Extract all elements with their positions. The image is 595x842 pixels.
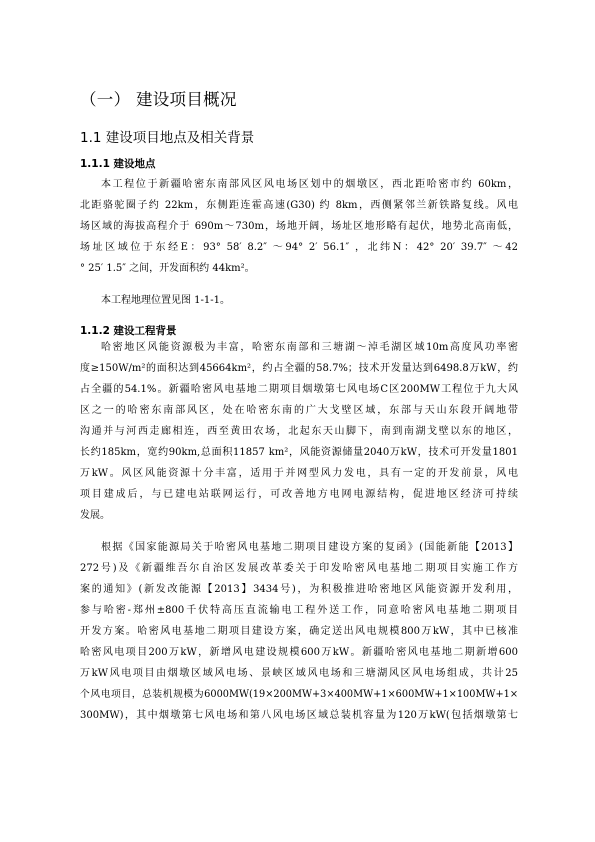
paragraph-line: 272号)及《新疆维吾尔自治区发展改革委关于印发哈密风电基地二期项目实施工作方 — [80, 563, 518, 574]
paragraph-line: 区之一的哈密东南部风区，处在哈密东南的广大戈壁区域，东部与天山东段开阔地带 — [80, 405, 518, 416]
paragraph-line: 万kW。风区风能资源十分丰富，适用于并网型风力发电，具有一定的开发前景，风电 — [80, 468, 518, 479]
paragraph-line: 发展。 — [80, 510, 110, 521]
paragraph-line: 开发方案。哈密风电基地二期项目建设方案，确定送出风电规模800万kW，其中已核准 — [80, 626, 518, 637]
paragraph-line: 沟通并与河西走廊相连，西至黄田农场，北起东天山脚下，南到南湖戈壁以东的地区， — [80, 426, 518, 437]
paragraph-line: 个风电项目，总装机规模为6000MW(19×200MW+3×400MW+1×600MW+1×100MW+1× — [80, 689, 518, 700]
paragraph-line: 度≥150W/m²的面积达到45664km²，约占全疆的58.7%；技术开发量达到6498.8万kW，约 — [80, 363, 518, 374]
paragraph-line: 本工程地理位置见图 1-1-1。 — [101, 295, 231, 306]
paragraph-line: 案的通知》(新发改能源【2013】3434号)，为积极推进哈密地区风能资源开发利用， — [80, 584, 518, 595]
paragraph-line: 场址区域位于东经E：93° 58′ 8.2″ ～94° 2′ 56.1″ ，北纬N：42° 20′ 39.7″ ～42 — [80, 242, 518, 253]
paragraph-line: 万kW风电项目由烟墩区域风电场、景峡区域风电场和三塘湖风区风电场组成，共计25 — [80, 668, 518, 679]
paragraph-line: 占全疆的54.1%。新疆哈密风电基地二期项目烟墩第七风电场C区200MW工程位于九大风 — [80, 384, 518, 395]
paragraph-line: 哈密风电项目200万kW，新增风电建设规模600万kW。新疆哈密风电基地二期新增600 — [80, 647, 518, 658]
paragraph-line: 场区域的海拔高程介于 690m～730m，场地开阔，场址区地形略有起伏，地势北高南低， — [80, 221, 518, 232]
paragraph-line: 哈密地区风能资源极为丰富，哈密东南部和三塘湖～淖毛湖区域10m高度风功率密 — [101, 342, 518, 353]
paragraph-line: 长约185km，宽约90km,总面积11857 km²，风能资源储量2040万kW，技术可开发量1801 — [80, 447, 518, 458]
paragraph-line: ° 25′ 1.5″ 之间，开发面积约 44km²。 — [80, 263, 255, 274]
paragraph-line: 本工程位于新疆哈密东南部风区风电场区划中的烟墩区，西北距哈密市约 60km， — [101, 179, 518, 190]
paragraph-line: 根据《国家能源局关于哈密风电基地二期项目建设方案的复函》(国能新能【2013】 — [101, 542, 518, 553]
paragraph-line: 北距骆驼圈子约 22km，东侧距连霍高速(G30) 约 8km，西侧紧邻兰新铁路复线。风电 — [80, 200, 518, 211]
paragraph-line: 项目建成后，与已建电站联网运行，可改善地方电网电源结构，促进地区经济可持续 — [80, 489, 518, 500]
subsection-heading-location: 1.1.1 建设地点 — [80, 158, 156, 170]
subsection-heading-background: 1.1.2 建设工程背景 — [80, 325, 177, 337]
paragraph-line: 参与哈密-郑州±800千伏特高压直流输电工程外送工作，同意哈密风电基地二期项目 — [80, 605, 518, 616]
paragraph-line: 300MW)，其中烟墩第七风电场和第八风电场区域总装机容量为120万kW(包括烟墩第七 — [80, 710, 518, 721]
chapter-heading: （一） 建设项目概况 — [80, 90, 237, 109]
section-heading: 1.1 建设项目地点及相关背景 — [80, 130, 255, 146]
